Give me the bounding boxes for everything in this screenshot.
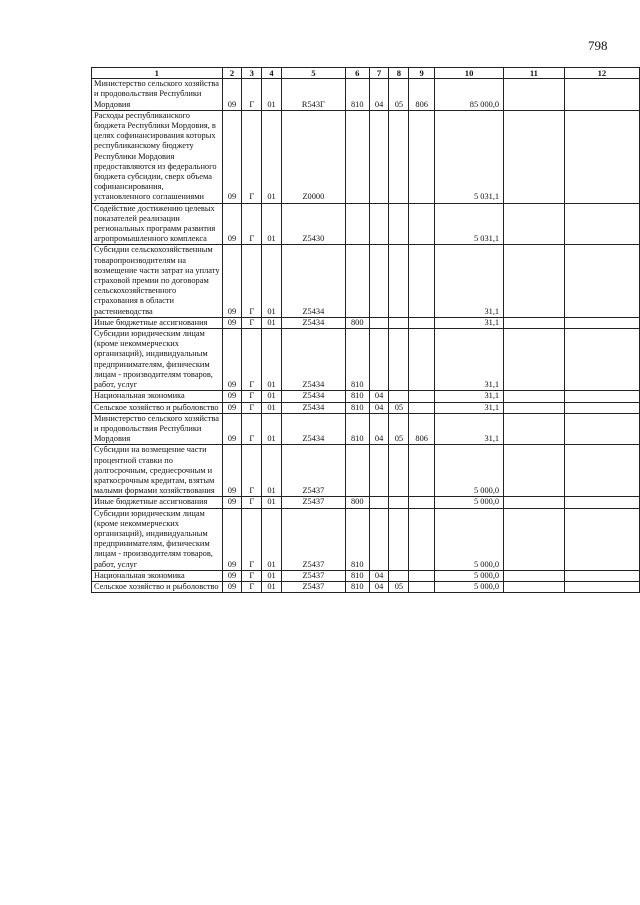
row-cell-c2: 09 bbox=[222, 581, 242, 592]
row-name-cell: Национальная экономика bbox=[92, 570, 223, 581]
row-cell-c4: 01 bbox=[262, 508, 282, 570]
header-cell: 1 bbox=[92, 68, 223, 79]
row-cell-c2: 09 bbox=[222, 110, 242, 203]
row-cell-c2: 09 bbox=[222, 402, 242, 413]
row-cell-c4: 01 bbox=[262, 317, 282, 328]
row-name-cell: Субсидии юридическим лицам (кроме некоммерческих организаций), индивидуальным предпринимателям, физическим лицам - производителям товаров, работ, услуг bbox=[92, 508, 223, 570]
row-cell-c9 bbox=[409, 245, 435, 317]
row-cell-c5: Z5434 bbox=[281, 413, 345, 445]
row-cell-c8 bbox=[389, 570, 409, 581]
row-cell-c10: 31,1 bbox=[435, 402, 504, 413]
row-cell-c3: Г bbox=[242, 203, 262, 245]
row-name-cell: Субсидии юридическим лицам (кроме некоммерческих организаций), индивидуальным предпринимателям, физическим лицам - производителям товаров, работ, услуг bbox=[92, 329, 223, 391]
row-cell-c3: Г bbox=[242, 570, 262, 581]
table-row bbox=[92, 497, 640, 508]
table-row bbox=[92, 110, 640, 203]
table-row bbox=[92, 413, 640, 445]
row-cell-c12 bbox=[564, 508, 639, 570]
row-cell-c5: Z5437 bbox=[281, 497, 345, 508]
row-cell-c5: R543Г bbox=[281, 79, 345, 111]
table-row bbox=[92, 581, 640, 592]
row-cell-c4: 01 bbox=[262, 391, 282, 402]
row-cell-c2: 09 bbox=[222, 413, 242, 445]
row-cell-c7 bbox=[369, 329, 389, 391]
row-cell-c3: Г bbox=[242, 391, 262, 402]
row-cell-c5: Z5434 bbox=[281, 245, 345, 317]
table-row bbox=[92, 570, 640, 581]
table-row bbox=[92, 245, 640, 317]
row-cell-c9 bbox=[409, 329, 435, 391]
row-name-cell: Сельское хозяйство и рыболовство bbox=[92, 581, 223, 592]
row-cell-c7 bbox=[369, 245, 389, 317]
row-name-cell: Министерство сельского хозяйства и продовольствия Республики Мордовия bbox=[92, 79, 223, 111]
row-cell-c11 bbox=[504, 570, 565, 581]
row-cell-c11 bbox=[504, 79, 565, 111]
row-name-cell: Субсидии на возмещение части процентной ставки по долгосрочным, среднесрочным и краткосрочным кредитам, взятым малыми формами хозяйствования bbox=[92, 445, 223, 497]
row-cell-c8: 05 bbox=[389, 581, 409, 592]
header-cell: 8 bbox=[389, 68, 409, 79]
row-cell-c10: 31,1 bbox=[435, 245, 504, 317]
table-row bbox=[92, 317, 640, 328]
row-cell-c5: Z5437 bbox=[281, 570, 345, 581]
header-cell: 5 bbox=[281, 68, 345, 79]
row-cell-c6: 800 bbox=[345, 497, 369, 508]
row-cell-c6: 810 bbox=[345, 402, 369, 413]
row-cell-c10: 5 000,0 bbox=[435, 445, 504, 497]
row-cell-c8 bbox=[389, 317, 409, 328]
row-cell-c6: 810 bbox=[345, 391, 369, 402]
row-cell-c11 bbox=[504, 110, 565, 203]
row-cell-c6: 810 bbox=[345, 508, 369, 570]
header-cell: 7 bbox=[369, 68, 389, 79]
row-cell-c12 bbox=[564, 570, 639, 581]
row-cell-c5: Z5430 bbox=[281, 203, 345, 245]
row-cell-c2: 09 bbox=[222, 203, 242, 245]
row-cell-c4: 01 bbox=[262, 329, 282, 391]
row-cell-c5: Z5437 bbox=[281, 508, 345, 570]
row-cell-c3: Г bbox=[242, 329, 262, 391]
row-cell-c9 bbox=[409, 391, 435, 402]
row-name-cell: Министерство сельского хозяйства и продовольствия Республики Мордовия bbox=[92, 413, 223, 445]
row-cell-c4: 01 bbox=[262, 110, 282, 203]
row-cell-c7 bbox=[369, 508, 389, 570]
row-cell-c9: 806 bbox=[409, 413, 435, 445]
row-cell-c12 bbox=[564, 317, 639, 328]
header-cell: 3 bbox=[242, 68, 262, 79]
row-cell-c10: 31,1 bbox=[435, 317, 504, 328]
row-cell-c11 bbox=[504, 329, 565, 391]
row-cell-c6: 810 bbox=[345, 570, 369, 581]
row-cell-c8 bbox=[389, 508, 409, 570]
row-cell-c4: 01 bbox=[262, 203, 282, 245]
row-cell-c5: Z5437 bbox=[281, 581, 345, 592]
header-cell: 10 bbox=[435, 68, 504, 79]
row-cell-c3: Г bbox=[242, 110, 262, 203]
row-cell-c4: 01 bbox=[262, 413, 282, 445]
row-cell-c9 bbox=[409, 508, 435, 570]
row-cell-c6 bbox=[345, 445, 369, 497]
row-cell-c7 bbox=[369, 497, 389, 508]
row-cell-c2: 09 bbox=[222, 508, 242, 570]
header-cell: 4 bbox=[262, 68, 282, 79]
row-cell-c2: 09 bbox=[222, 79, 242, 111]
row-cell-c11 bbox=[504, 245, 565, 317]
row-cell-c8 bbox=[389, 245, 409, 317]
row-cell-c12 bbox=[564, 581, 639, 592]
row-cell-c5: Z5434 bbox=[281, 402, 345, 413]
row-cell-c11 bbox=[504, 402, 565, 413]
row-cell-c9 bbox=[409, 317, 435, 328]
row-cell-c9 bbox=[409, 110, 435, 203]
table-row bbox=[92, 391, 640, 402]
table-row bbox=[92, 79, 640, 111]
row-cell-c3: Г bbox=[242, 445, 262, 497]
row-cell-c9 bbox=[409, 402, 435, 413]
row-cell-c12 bbox=[564, 391, 639, 402]
row-cell-c12 bbox=[564, 245, 639, 317]
row-cell-c6: 810 bbox=[345, 329, 369, 391]
row-cell-c12 bbox=[564, 445, 639, 497]
header-cell: 2 bbox=[222, 68, 242, 79]
row-cell-c10: 5 031,1 bbox=[435, 110, 504, 203]
row-cell-c5: Z5437 bbox=[281, 445, 345, 497]
row-cell-c10: 5 031,1 bbox=[435, 203, 504, 245]
row-cell-c2: 09 bbox=[222, 329, 242, 391]
row-cell-c5: Z0000 bbox=[281, 110, 345, 203]
table-row bbox=[92, 508, 640, 570]
row-cell-c9 bbox=[409, 570, 435, 581]
row-name-cell: Иные бюджетные ассигнования bbox=[92, 497, 223, 508]
row-cell-c12 bbox=[564, 110, 639, 203]
row-cell-c4: 01 bbox=[262, 581, 282, 592]
row-cell-c10: 31,1 bbox=[435, 329, 504, 391]
row-cell-c12 bbox=[564, 79, 639, 111]
row-cell-c8 bbox=[389, 329, 409, 391]
row-cell-c2: 09 bbox=[222, 445, 242, 497]
row-cell-c9 bbox=[409, 581, 435, 592]
row-cell-c12 bbox=[564, 203, 639, 245]
row-cell-c5: Z5434 bbox=[281, 329, 345, 391]
row-cell-c2: 09 bbox=[222, 245, 242, 317]
row-cell-c12 bbox=[564, 402, 639, 413]
row-cell-c3: Г bbox=[242, 508, 262, 570]
row-cell-c4: 01 bbox=[262, 245, 282, 317]
row-cell-c12 bbox=[564, 329, 639, 391]
table-row bbox=[92, 203, 640, 245]
row-cell-c7: 04 bbox=[369, 79, 389, 111]
page-number: 798 bbox=[588, 38, 608, 53]
row-cell-c6: 810 bbox=[345, 581, 369, 592]
row-cell-c8 bbox=[389, 110, 409, 203]
row-cell-c3: Г bbox=[242, 497, 262, 508]
row-cell-c2: 09 bbox=[222, 317, 242, 328]
row-cell-c2: 09 bbox=[222, 570, 242, 581]
row-cell-c12 bbox=[564, 413, 639, 445]
row-cell-c11 bbox=[504, 581, 565, 592]
row-cell-c6: 800 bbox=[345, 317, 369, 328]
row-cell-c11 bbox=[504, 391, 565, 402]
row-cell-c10: 5 000,0 bbox=[435, 508, 504, 570]
row-cell-c11 bbox=[504, 413, 565, 445]
header-cell: 6 bbox=[345, 68, 369, 79]
row-cell-c4: 01 bbox=[262, 79, 282, 111]
row-cell-c4: 01 bbox=[262, 402, 282, 413]
row-cell-c6: 810 bbox=[345, 79, 369, 111]
row-cell-c10: 31,1 bbox=[435, 413, 504, 445]
row-cell-c10: 31,1 bbox=[435, 391, 504, 402]
row-cell-c8 bbox=[389, 445, 409, 497]
row-cell-c10: 5 000,0 bbox=[435, 581, 504, 592]
row-cell-c7: 04 bbox=[369, 391, 389, 402]
row-cell-c3: Г bbox=[242, 245, 262, 317]
budget-table bbox=[91, 67, 640, 593]
row-cell-c2: 09 bbox=[222, 391, 242, 402]
row-cell-c8 bbox=[389, 391, 409, 402]
row-cell-c5: Z5434 bbox=[281, 391, 345, 402]
row-cell-c3: Г bbox=[242, 413, 262, 445]
row-cell-c8: 05 bbox=[389, 402, 409, 413]
table-row bbox=[92, 445, 640, 497]
row-cell-c9: 806 bbox=[409, 79, 435, 111]
row-cell-c9 bbox=[409, 203, 435, 245]
row-cell-c3: Г bbox=[242, 79, 262, 111]
row-cell-c7: 04 bbox=[369, 581, 389, 592]
row-cell-c4: 01 bbox=[262, 445, 282, 497]
row-cell-c8: 05 bbox=[389, 413, 409, 445]
row-cell-c6: 810 bbox=[345, 413, 369, 445]
row-name-cell: Расходы республиканского бюджета Республики Мордовия, в целях софинансирования которых республиканскому бюджету Республики Мордовия предоставляются из федерального бюджета субсидии, сверх объема софинансирования, установленного соглашениями bbox=[92, 110, 223, 203]
row-cell-c8: 05 bbox=[389, 79, 409, 111]
row-cell-c11 bbox=[504, 445, 565, 497]
row-cell-c8 bbox=[389, 497, 409, 508]
row-cell-c9 bbox=[409, 445, 435, 497]
row-cell-c8 bbox=[389, 203, 409, 245]
row-cell-c7 bbox=[369, 317, 389, 328]
row-cell-c4: 01 bbox=[262, 570, 282, 581]
row-cell-c7 bbox=[369, 445, 389, 497]
row-cell-c11 bbox=[504, 203, 565, 245]
row-cell-c9 bbox=[409, 497, 435, 508]
row-cell-c7 bbox=[369, 110, 389, 203]
row-cell-c7: 04 bbox=[369, 402, 389, 413]
row-cell-c11 bbox=[504, 508, 565, 570]
row-cell-c7 bbox=[369, 203, 389, 245]
row-cell-c10: 85 000,0 bbox=[435, 79, 504, 111]
header-cell: 11 bbox=[504, 68, 565, 79]
row-cell-c10: 5 000,0 bbox=[435, 497, 504, 508]
row-cell-c6 bbox=[345, 203, 369, 245]
row-cell-c12 bbox=[564, 497, 639, 508]
row-cell-c7: 04 bbox=[369, 413, 389, 445]
row-cell-c5: Z5434 bbox=[281, 317, 345, 328]
row-cell-c11 bbox=[504, 317, 565, 328]
table-body bbox=[92, 79, 640, 593]
row-name-cell: Иные бюджетные ассигнования bbox=[92, 317, 223, 328]
row-cell-c2: 09 bbox=[222, 497, 242, 508]
table-row bbox=[92, 402, 640, 413]
row-cell-c11 bbox=[504, 497, 565, 508]
row-cell-c3: Г bbox=[242, 581, 262, 592]
row-cell-c3: Г bbox=[242, 317, 262, 328]
row-name-cell: Содействие достижению целевых показателей реализации региональных программ развития агропромышленного комплекса bbox=[92, 203, 223, 245]
row-cell-c7: 04 bbox=[369, 570, 389, 581]
row-cell-c10: 5 000,0 bbox=[435, 570, 504, 581]
row-cell-c3: Г bbox=[242, 402, 262, 413]
header-cell: 12 bbox=[564, 68, 639, 79]
row-cell-c4: 01 bbox=[262, 497, 282, 508]
row-name-cell: Национальная экономика bbox=[92, 391, 223, 402]
row-name-cell: Сельское хозяйство и рыболовство bbox=[92, 402, 223, 413]
table-row bbox=[92, 329, 640, 391]
row-name-cell: Субсидии сельскохозяйственным товаропроизводителям на возмещение части затрат на уплату страховой премии по договорам сельскохозяйственного страхования в области растениеводства bbox=[92, 245, 223, 317]
header-row bbox=[92, 68, 640, 79]
row-cell-c6 bbox=[345, 110, 369, 203]
row-cell-c6 bbox=[345, 245, 369, 317]
header-cell: 9 bbox=[409, 68, 435, 79]
